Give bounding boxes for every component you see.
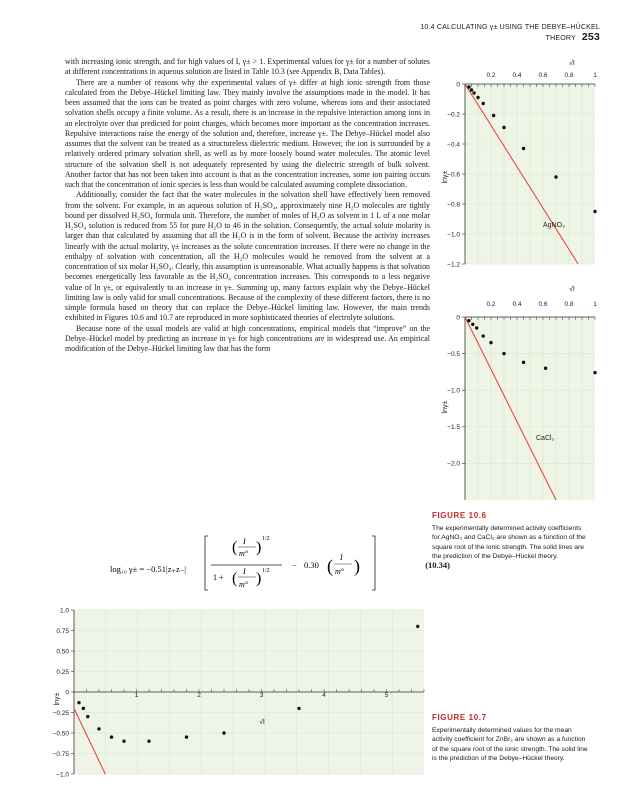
equation-10-34	[110, 532, 450, 592]
eq-one-plus: 1 +	[213, 573, 224, 582]
data-point	[471, 323, 474, 326]
eq-m: m°	[239, 549, 248, 558]
data-point	[185, 735, 188, 738]
running-head	[380, 24, 600, 43]
caption-text: Experimentally determined values for the mean activity coefficient for ZnBr₂ are shown as a function of the square root of the ionic strength. The solid line is the prediction of the Debye–Hückel theory.	[432, 726, 588, 762]
data-point	[467, 85, 470, 88]
paragraph: with increasing ionic strength, and for high values of I, γ± > 1. Experimental values for γ± for a number of solutes at different concentrations in aqueous solution are listed in Table 10.3 (see Appendix B, Data Tables).	[65, 57, 430, 77]
eq-m: m°	[239, 580, 248, 589]
y-tick-label: 0.75	[56, 627, 69, 635]
y-tick-label: −0.25	[52, 709, 69, 717]
page-number: 253	[581, 31, 600, 43]
eq-paren: (	[232, 539, 238, 556]
x-tick-label: 0.8	[564, 72, 574, 79]
figure-10-7-caption	[432, 713, 590, 764]
eq-coef: 0.30	[304, 560, 319, 570]
x-axis-label: √I	[569, 60, 575, 67]
eq-paren: (	[232, 570, 238, 587]
x-tick-label: 0.4	[512, 301, 522, 308]
data-point	[110, 735, 113, 738]
x-tick-label: 0.6	[538, 301, 548, 308]
data-point	[489, 341, 492, 344]
x-tick-label: 5	[384, 692, 389, 699]
y-tick-label: −1.0	[447, 387, 460, 395]
series-label: CaCl₂	[536, 435, 555, 442]
series-label: AgNO₃	[543, 222, 565, 229]
y-tick-label: −0.2	[447, 111, 460, 119]
data-point	[502, 126, 505, 129]
data-point	[472, 91, 475, 94]
x-tick-label: 0.2	[486, 72, 496, 79]
data-point	[77, 701, 80, 704]
x-tick-label: 1	[134, 692, 139, 699]
data-point	[82, 707, 85, 710]
x-tick-label: 3	[259, 692, 264, 699]
y-tick-label: −1.2	[447, 261, 460, 269]
eq-paren: (	[327, 556, 333, 576]
eq-paren: )	[256, 570, 262, 587]
figure-label: FIGURE 10.6	[432, 511, 487, 520]
data-point	[544, 367, 547, 370]
y-tick-label: 0	[456, 81, 460, 89]
data-point	[522, 147, 525, 150]
y-tick-label: 0.25	[56, 668, 69, 676]
figure-label: FIGURE 10.7	[432, 713, 487, 722]
y-axis-label: lnγ±	[54, 692, 61, 706]
data-point	[122, 740, 125, 743]
equation-body	[110, 532, 410, 592]
data-point	[482, 334, 485, 337]
equation-number: (10.34)	[425, 560, 450, 570]
x-tick-label: 4	[322, 692, 326, 699]
x-tick-label: 1	[593, 301, 597, 308]
figure-10-7-chart	[52, 606, 432, 786]
y-tick-label: −0.8	[447, 201, 460, 209]
data-point	[502, 352, 505, 355]
eq-paren: )	[256, 539, 262, 556]
paragraph: There are a number of reasons why the experimental values of γ± differ at high ionic strength from those calculated from the Debye–Hückel limiting law. They mainly involve the assumptions made in the model. It has been assumed that the ions can be treated as point charges with zero volume, whereas ions and their associated solvation shells occupy a finite volume. As a result, there is an increase in the repulsive interaction among ions in an electrolyte over that predicted for point charges, which becomes more important as the concentration increases. Repulsive interactions raise the energy of the solution and, therefore, increase γ±. The Debye–Hückel model also assumes that the solvent can be treated as a structureless dielectric medium. However, the ion is surrounded by a relatively ordered primary solvation shell, as well as by more loosely bound water molecules. The atomic level structure of the solvation shell is not adequately represented by using the dielectric strength of bulk solvent. Another factor that has not been taken into account is that as the concentration increases, some ion pairing occurs such that the concentration of ionic species is less than would be calculated assuming complete dissociation.	[65, 77, 430, 189]
y-tick-label: −0.50	[52, 730, 69, 738]
figure-10-6-cacl2-chart	[440, 282, 615, 502]
body-text	[65, 57, 430, 354]
x-axis-label: √I	[259, 719, 265, 726]
data-point	[222, 731, 225, 734]
y-axis-label: lnγ±	[442, 170, 449, 184]
paragraph: Because none of the usual models are valid at high concentrations, empirical models that “improve” on the Debye–Hückel model by predicting an increase in γ± for high concentrations are in widespread use. An empirical modification of the Debye–Hückel limiting law that has the form	[65, 323, 430, 353]
caption-text: The experimentally determined activity coefficients for AgNO₃ and CaCl₂ are shown as a function of the square root of the ionic strength. The solid lines are the prediction of the Debye–Hückel theory.	[432, 524, 586, 560]
eq-I: I	[243, 567, 246, 576]
eq-exponent: 1/2	[262, 536, 270, 542]
eq-I: I	[340, 553, 343, 562]
x-axis-label: √I	[569, 286, 575, 293]
y-tick-label: 0	[456, 314, 460, 322]
data-point	[522, 361, 525, 364]
y-tick-label: 0	[65, 689, 69, 697]
y-tick-label: 1.0	[59, 607, 69, 615]
eq-minus: −	[292, 560, 297, 570]
y-tick-label: −0.75	[52, 750, 69, 758]
data-point	[147, 740, 150, 743]
x-tick-label: 0.4	[512, 72, 522, 79]
x-tick-label: 1	[593, 72, 597, 79]
data-point	[593, 210, 596, 213]
figure-10-6-agno3-chart	[440, 55, 615, 280]
data-point	[97, 727, 100, 730]
y-tick-label: 0.50	[56, 648, 69, 656]
eq-lhs: log₁₀ γ± = −0.51|z₊z₋|	[110, 564, 186, 574]
data-point	[475, 326, 478, 329]
eq-m: m°	[335, 567, 344, 576]
y-tick-label: −0.4	[447, 141, 460, 149]
data-point	[554, 175, 557, 178]
eq-paren: )	[354, 556, 360, 576]
y-tick-label: −1.0	[447, 231, 460, 239]
x-tick-label: 0.6	[538, 72, 548, 79]
data-point	[482, 102, 485, 105]
paragraph: Additionally, consider the fact that the water molecules in the solvation shell have effectively been removed from the solvent. For example, in an aqueous solution of H₂SO₄, approximately nine H₂O molecules are tightly bound per dissolved H₂SO₄ formula unit. Therefore, the number of moles of H₂O as solvent in 1 L of a one molar H₂SO₄ solution is reduced from 55 for pure H₂O to 46 in the solution. Consequently, the actual solute molarity is larger than that calculated by assuming that all the H₂O is in the form of solvent. Because the activity increases linearly with the actual molarity, γ± increases as the solute concentration increases. If there were no change in the enthalpy of solvation with concentration, all the H₂O molecules would be removed from the solvent at a concentration of six molar H₂SO₄. Clearly, this assumption is unreasonable. What actually happens is that solvation becomes energetically less favorable as the H₂SO₄ concentration increases. This corresponds to a less negative value of ln γ±, or equivalently to an increase in γ±. Summing up, many factors explain why the Debye–Hückel limiting law is only valid for small concentrations. Because of the complexity of these different factors, there is no simple formula based on theory that can replace the Debye–Hückel limiting law. However, the main trends exhibited in Figures 10.6 and 10.7 are reproduced in more sophisticated theories of electrolyte solutions.	[65, 190, 430, 323]
x-tick-label: 0.2	[486, 301, 496, 308]
data-point	[416, 625, 419, 628]
y-tick-label: −2.0	[447, 460, 460, 468]
data-point	[492, 114, 495, 117]
section-title: 10.4 CALCULATING γ± USING THE DEBYE–HÜCKEL THEORY	[420, 24, 600, 42]
data-point	[470, 88, 473, 91]
y-tick-label: −0.5	[447, 350, 460, 358]
eq-bracket-left	[205, 536, 208, 590]
x-tick-label: 2	[197, 692, 201, 699]
eq-exponent: 1/2	[262, 568, 270, 574]
y-tick-label: −1.5	[447, 424, 460, 432]
y-tick-label: −0.6	[447, 171, 460, 179]
eq-I: I	[243, 537, 246, 546]
data-point	[467, 319, 470, 322]
data-point	[86, 715, 89, 718]
y-tick-label: −1.0	[56, 771, 69, 779]
data-point	[476, 96, 479, 99]
x-tick-label: 0.8	[564, 301, 574, 308]
eq-bracket-right	[372, 536, 375, 590]
data-point	[297, 707, 300, 710]
figure-10-6-caption	[432, 511, 590, 562]
data-point	[593, 371, 596, 374]
y-axis-label: lnγ±	[442, 400, 449, 414]
